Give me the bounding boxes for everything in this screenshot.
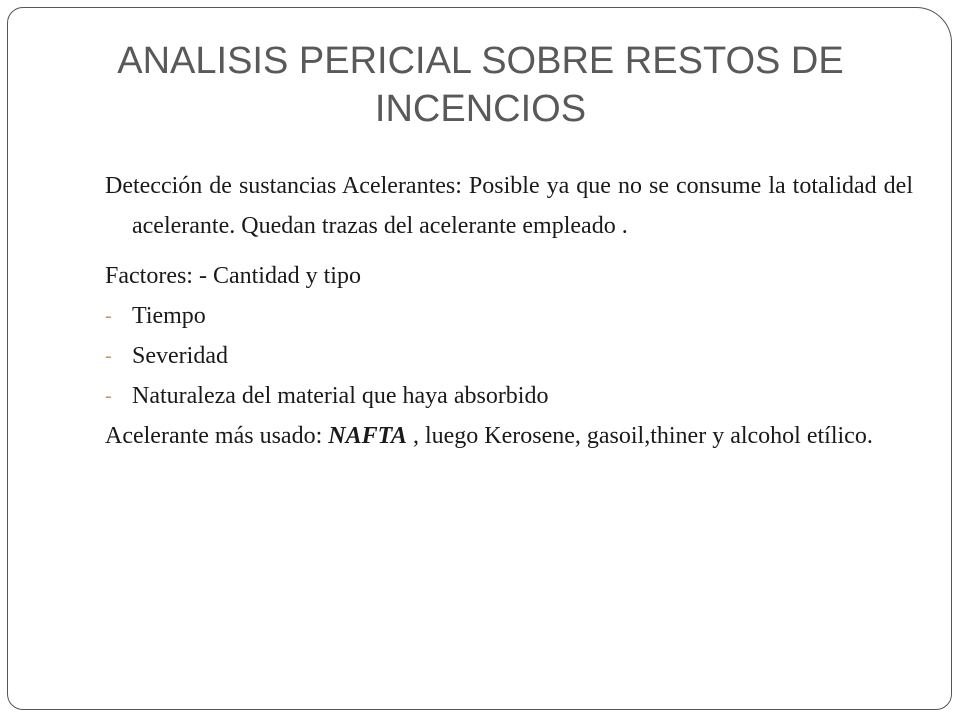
- nafta-highlight: NAFTA: [328, 423, 407, 449]
- dash-bullet-icon: -: [105, 345, 112, 367]
- factores-intro: Factores: - Cantidad y tipo: [105, 263, 361, 289]
- factor-label: Tiempo: [132, 303, 206, 329]
- factor-item-naturaleza: [105, 376, 913, 416]
- acelerante-paragraph: [105, 416, 913, 456]
- slide-title-line-1: ANALISIS PERICIAL SOBRE RESTOS DE: [117, 40, 844, 82]
- factor-item-severidad: [105, 336, 913, 376]
- slide-title: [8, 37, 953, 133]
- slide: [7, 7, 952, 710]
- acelerante-prefix: Acelerante más usado:: [105, 423, 329, 449]
- acelerantes-paragraph: Detección de sustancias Acelerantes: Posible ya que no se consume la totalidad del acelerante. Quedan trazas del acelerante empleado .: [105, 173, 913, 239]
- factor-label: Naturaleza del material que haya absorbido: [132, 383, 549, 409]
- factor-item-tiempo: [105, 296, 913, 336]
- dash-bullet-icon: -: [105, 385, 112, 407]
- slide-body: [105, 166, 913, 456]
- dash-bullet-icon: -: [105, 305, 112, 327]
- factor-label: Severidad: [132, 343, 228, 369]
- slide-title-line-2: INCENCIOS: [374, 88, 587, 130]
- acelerante-suffix: , luego Kerosene, gasoil,thiner y alcohol etílico.: [406, 423, 873, 449]
